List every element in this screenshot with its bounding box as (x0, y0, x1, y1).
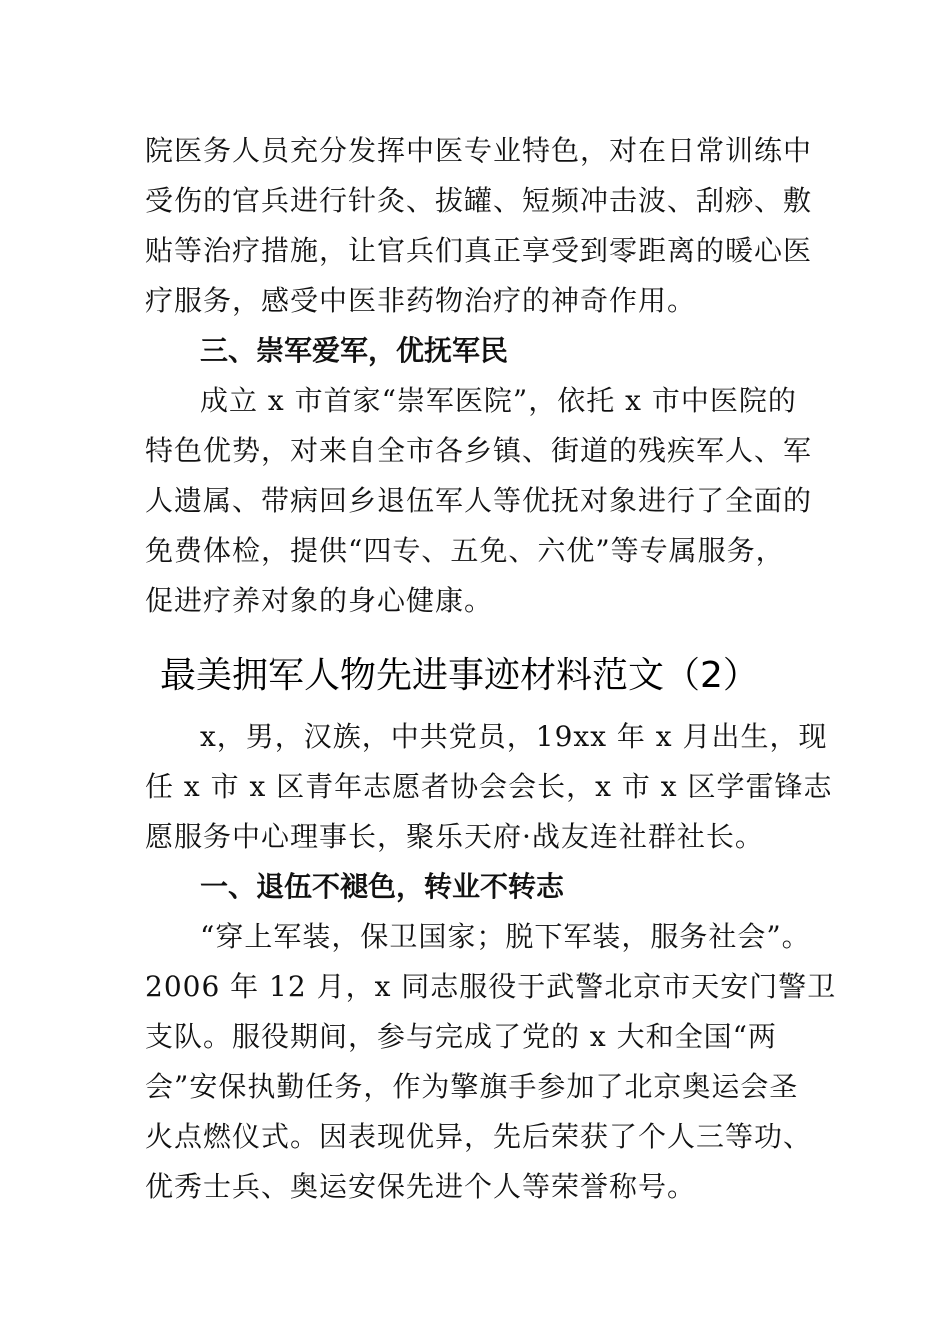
paragraph-line: 受伤的官兵进行针灸、拔罐、短频冲击波、刮痧、敷 (145, 184, 813, 217)
paragraph-line: 促进疗养对象的身心健康。 (145, 584, 494, 617)
paragraph-line: 人遗属、带病回乡退伍军人等优抚对象进行了全面的 (145, 484, 813, 517)
section-heading: 三、崇军爱军，优抚军民 (200, 334, 509, 367)
paragraph-line: 特色优势，对来自全市各乡镇、街道的残疾军人、军 (145, 434, 813, 467)
paragraph-line: 疗服务，感受中医非药物治疗的神奇作用。 (145, 284, 697, 317)
paragraph-line: 优秀士兵、奥运安保先进个人等荣誉称号。 (145, 1170, 697, 1203)
paragraph-line: 成立 x 市首家“崇军医院”，依托 x 市中医院的 (200, 384, 797, 417)
paragraph-line: 院医务人员充分发挥中医专业特色，对在日常训练中 (145, 134, 813, 167)
paragraph-line: 支队。服役期间，参与完成了党的 x 大和全国“两 (145, 1020, 777, 1053)
paragraph-line: 会”安保执勤任务，作为擎旗手参加了北京奥运会圣 (145, 1070, 799, 1103)
paragraph-line: 免费体检，提供“四专、五免、六优”等专属服务， (145, 534, 785, 567)
paragraph-line: 2006 年 12 月，x 同志服役于武警北京市天安门警卫 (145, 970, 837, 1003)
paragraph-line: 火点燃仪式。因表现优异，先后荣获了个人三等功、 (145, 1120, 813, 1153)
section-heading: 一、退伍不褪色，转业不转志 (200, 870, 565, 903)
paragraph-line: “穿上军装，保卫国家；脱下军装，服务社会”。 (200, 920, 811, 953)
paragraph-line: 贴等治疗措施，让官兵们真正享受到零距离的暖心医 (145, 234, 813, 267)
paragraph-line: x，男，汉族，中共党员，19xx 年 x 月出生，现 (200, 720, 828, 753)
paragraph-line: 任 x 市 x 区青年志愿者协会会长，x 市 x 区学雷锋志 (145, 770, 833, 803)
article-title: 最美拥军人物先进事迹材料范文（2） (160, 655, 759, 696)
paragraph-line: 愿服务中心理事长，聚乐天府·战友连社群社长。 (145, 820, 764, 853)
